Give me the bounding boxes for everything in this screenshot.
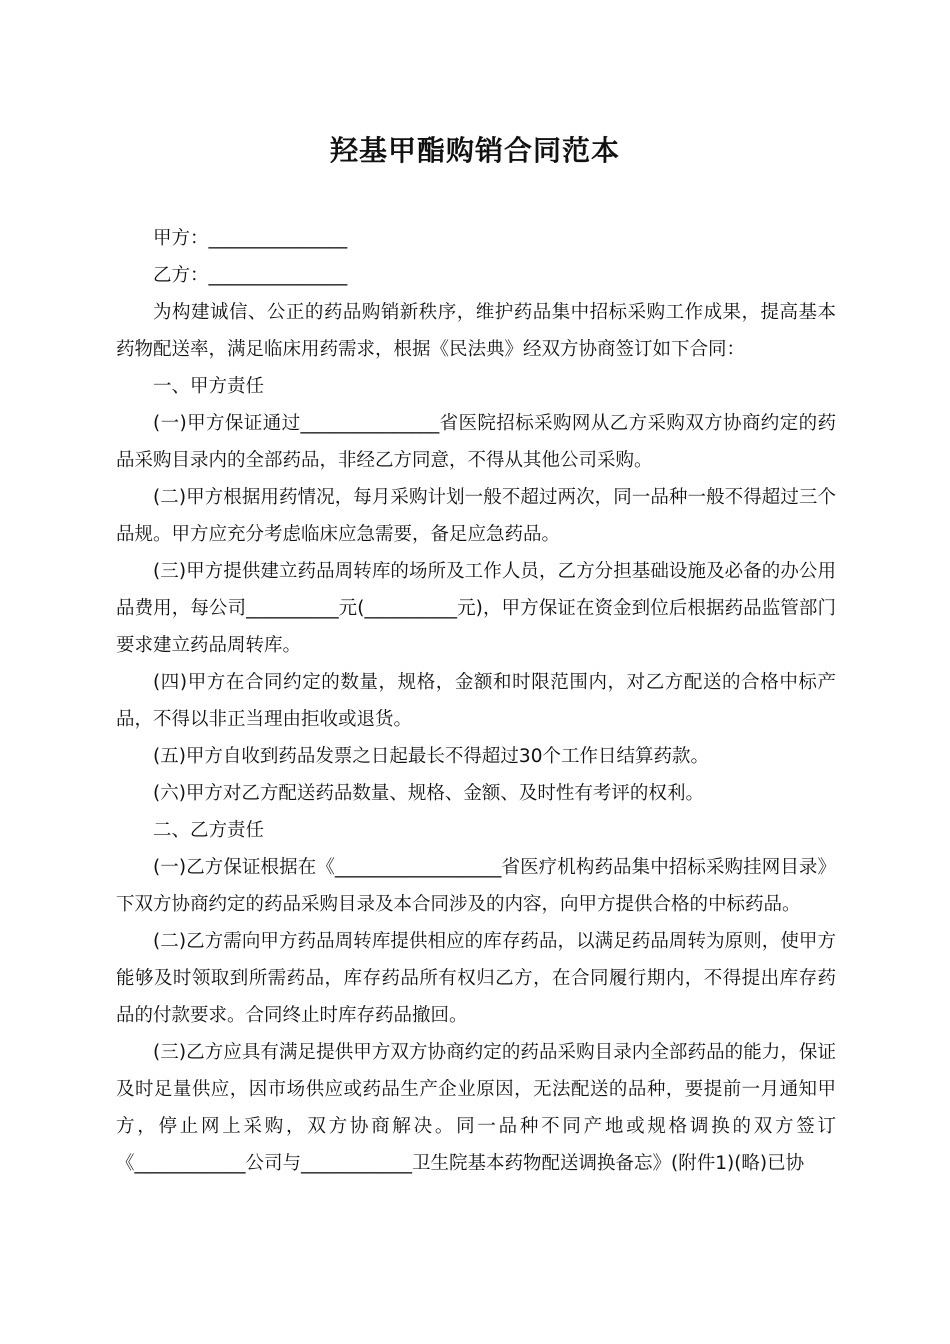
party-b-line: 乙方：_______________ xyxy=(153,265,348,286)
section-heading-party-b: 二、乙方责任 xyxy=(153,820,265,841)
party-a-line: 甲方：_______________ xyxy=(153,228,348,249)
document-body xyxy=(116,220,836,1182)
clause-b-2: (二)乙方需向甲方药品周转库提供相应的库存药品，以满足药品周转为原则，使甲方能够及时领取到所需药品，库存药品所有权归乙方，在合同履行期内，不得提出库存药品的付款要求。合同终止时库存药品撤回。 xyxy=(116,931,836,1026)
preamble-paragraph: 为构建诚信、公正的药品购销新秩序，维护药品集中招标采购工作成果，提高基本药物配送率，满足临床用药需求，根据《民法典》经双方协商签订如下合同： xyxy=(116,302,836,360)
clause-a-1: (一)甲方保证通过_______________省医院招标采购网从乙方采购双方协商约定的药品采购目录内的全部药品，非经乙方同意，不得从其他公司采购。 xyxy=(116,413,836,471)
clause-a-6: (六)甲方对乙方配送药品数量、规格、金额、及时性有考评的权利。 xyxy=(153,783,704,804)
clause-b-1: (一)乙方保证根据在《__________________省医疗机构药品集中招标采购挂网目录》下双方协商约定的药品采购目录及本合同涉及的内容，向甲方提供合格的中标药品。 xyxy=(116,857,836,915)
clause-a-5: (五)甲方自收到药品发票之日起最长不得超过30个工作日结算药款。 xyxy=(153,746,709,767)
clause-a-2: (二)甲方根据用药情况，每月采购计划一般不超过两次，同一品种一般不得超过三个品规。甲方应充分考虑临床应急需要，备足应急药品。 xyxy=(116,487,836,545)
clause-a-3: (三)甲方提供建立药品周转库的场所及工作人员，乙方分担基础设施及必备的办公用品费用，每公司__________元(__________元)，甲方保证在资金到位后根据药品监管部门要求建立药品周转库。 xyxy=(116,561,836,656)
clause-a-4: (四)甲方在合同约定的数量，规格，金额和时限范围内，对乙方配送的合格中标产品，不得以非正当理由拒收或退货。 xyxy=(116,672,836,730)
document-title: 羟基甲酯购销合同范本 xyxy=(329,134,620,167)
section-heading-party-a: 一、甲方责任 xyxy=(153,376,265,397)
clause-b-3: (三)乙方应具有满足提供甲方双方协商约定的药品采购目录内全部药品的能力，保证及时足量供应，因市场供应或药品生产企业原因，无法配送的品种，要提前一月通知甲方，停止网上采购，双方协商解决。同一品种不同产地或规格调换的双方签订《____________公司与____________卫生院基本药物配送调换备忘》(附件1)(略)已协 xyxy=(116,1042,836,1174)
